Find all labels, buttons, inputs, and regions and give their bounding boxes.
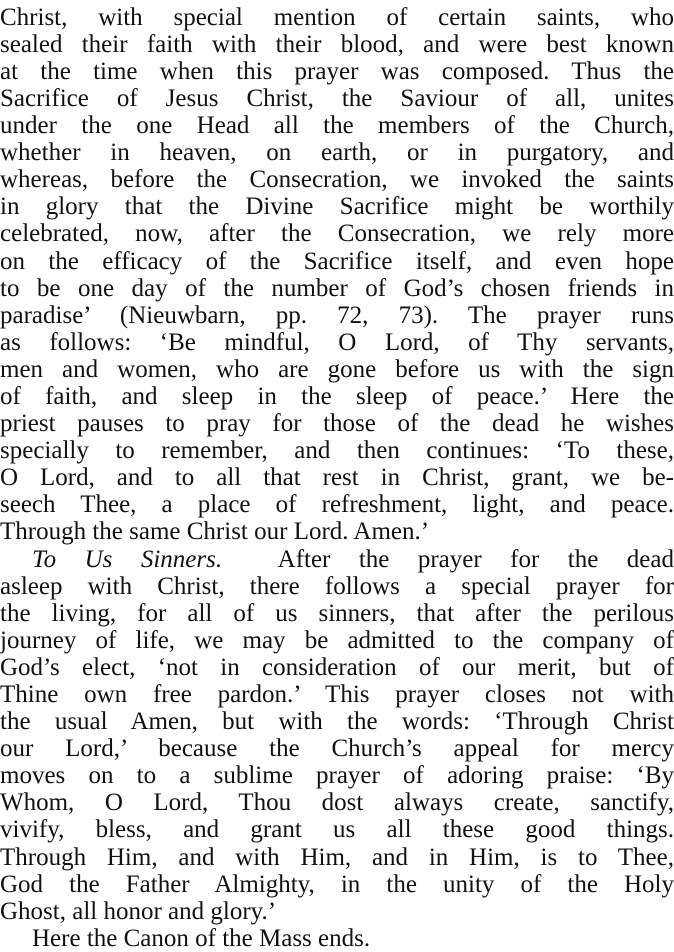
text-line: Ghost, all honor and glory.’ (0, 898, 277, 925)
text-line: Christ, with special mention of certain saints, who (0, 4, 674, 31)
text-line: celebrated, now, after the Consecration, we rely more (0, 220, 674, 247)
text-line: specially to remember, and then continues: ‘To these, (0, 437, 674, 464)
paragraph-first-line (32, 546, 674, 573)
text-line: Here the Canon of the Mass ends. (32, 925, 371, 952)
text-line: under the one Head all the members of the Church, (0, 112, 674, 139)
text-line: Whom, O Lord, Thou dost always create, sanctify, (0, 789, 674, 816)
text-line: Thine own free pardon.’ This prayer closes not with (0, 681, 674, 708)
text-line: O Lord, and to all that rest in Christ, grant, we be- (0, 464, 674, 491)
text-line: God’s elect, ‘not in consideration of our merit, but of (0, 654, 674, 681)
text-line: journey of life, we may be admitted to the company of (0, 627, 674, 654)
text-line: Through the same Christ our Lord. Amen.’ (0, 518, 430, 545)
text-line: the usual Amen, but with the words: ‘Through Christ (0, 708, 674, 735)
text-line: as follows: ‘Be mindful, O Lord, of Thy servants, (0, 329, 674, 356)
text-line: whether in heaven, on earth, or in purgatory, and (0, 139, 674, 166)
text-line: on the efficacy of the Sacrifice itself, and even hope (0, 248, 674, 275)
text-line: vivify, bless, and grant us all these good things. (0, 816, 674, 843)
text-line: whereas, before the Consecration, we invoked the saints (0, 166, 674, 193)
text-line: of faith, and sleep in the sleep of peace.’ Here the (0, 383, 674, 410)
text-line: to be one day of the number of God’s chosen friends in (0, 275, 674, 302)
text-line: at the time when this prayer was composed. Thus the (0, 58, 674, 85)
text-line: paradise’ (Nieuwbarn, pp. 72, 73). The prayer runs (0, 302, 674, 329)
text-line: priest pauses to pray for those of the dead he wishes (0, 410, 674, 437)
section-heading: To Us Sinners. (32, 546, 223, 573)
text-line: sealed their faith with their blood, and were best known (0, 31, 674, 58)
text-line: Sacrifice of Jesus Christ, the Saviour of all, unites (0, 85, 674, 112)
text-span: After the prayer for the dead (277, 546, 674, 573)
text-line: moves on to a sublime prayer of adoring praise: ‘By (0, 762, 674, 789)
text-line: our Lord,’ because the Church’s appeal for mercy (0, 735, 674, 762)
text-line: asleep with Christ, there follows a special prayer for (0, 573, 674, 600)
text-line: God the Father Almighty, in the unity of the Holy (0, 871, 674, 898)
text-line: seech Thee, a place of refreshment, light, and peace. (0, 491, 674, 518)
text-line: the living, for all of us sinners, that after the perilous (0, 600, 674, 627)
text-line: Through Him, and with Him, and in Him, is to Thee, (0, 844, 674, 871)
text-line: men and women, who are gone before us with the sign (0, 356, 674, 383)
text-line: in glory that the Divine Sacrifice might be worthily (0, 193, 674, 220)
